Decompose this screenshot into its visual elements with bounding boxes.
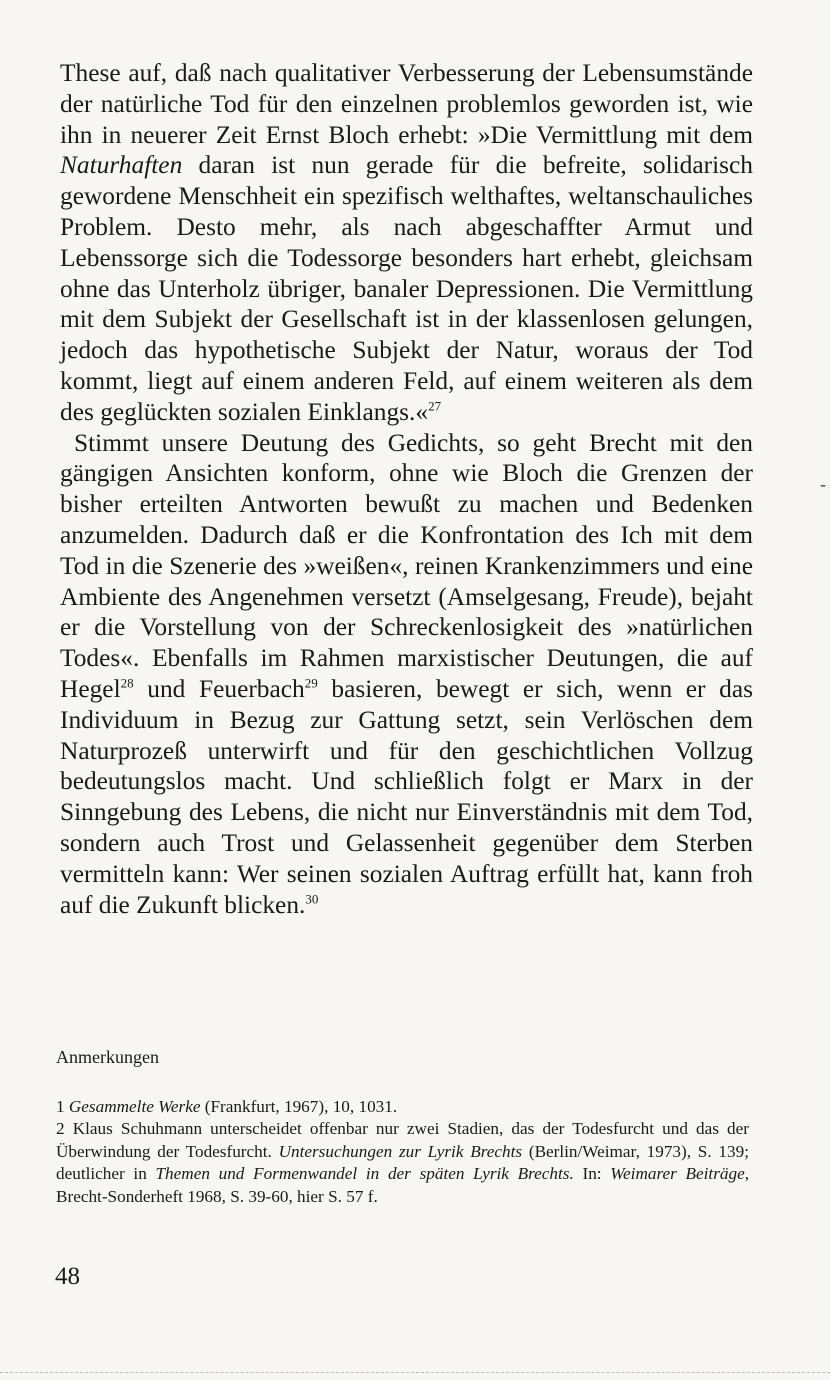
page-edge-rule [0, 1372, 830, 1373]
text-run: , Brecht-Sonderheft 1968, S. 39-60, hier S. 57 f. [56, 1164, 749, 1206]
page-number: 48 [55, 1263, 80, 1290]
body-paragraph [60, 58, 753, 428]
text-run: 2 Klaus Schuhmann unterscheidet offenbar nur zwei Stadien, das der Todesfurcht und das der Überwindung der Todesfurcht. [56, 1119, 749, 1161]
italic-text: Naturhaften [60, 151, 183, 180]
body-paragraph [60, 428, 753, 921]
footnote-ref: 28 [120, 675, 134, 691]
italic-text: Gesammelte Werke [68, 1097, 201, 1116]
text-run: These auf, daß nach qualitativer Verbesserung der Lebensumstände der natürliche Tod für den einzelnen problemlos geworden ist, wie ihn in neuerer Zeit Ernst Bloch erhebt: »Die Vermittlung mit dem [60, 59, 753, 149]
footnote-ref: 27 [428, 398, 442, 414]
text-run: 1 [56, 1097, 69, 1116]
italic-text: Themen und Formenwandel in der späten Lyrik Brechts. [155, 1164, 574, 1184]
footnote-ref: 30 [305, 890, 319, 906]
text-run: und Feuerbach [133, 674, 305, 703]
italic-text: Weimarer Beiträge [610, 1164, 745, 1184]
footnote-ref: 29 [304, 675, 318, 691]
notes-heading: Anmerkungen [56, 1047, 159, 1067]
text-run: daran ist nun gerade für die befreite, solidarisch gewordene Menschheit ein spezifisch welthaftes, weltanschauliches Problem. Desto mehr, als nach abgeschaffter Armut und Lebenssorge sich die Todessorge besonders hart erhebt, gleichsam ohne das Unterholz übriger, banaler Depressionen. Die Vermittlung mit dem Subjekt der Gesellschaft ist in der klassenlosen gelungen, jedoch das hypothetische Subjekt der Natur, woraus der Tod kommt, liegt auf einem anderen Feld, auf einem weiteren als dem des geglückten sozialen Einklangs.« [60, 151, 753, 426]
footnotes [56, 1096, 749, 1208]
main-text [60, 58, 753, 920]
footnote [56, 1096, 749, 1118]
text-run: In: [573, 1164, 611, 1184]
footnote [56, 1118, 749, 1208]
text-run: basieren, bewegt er sich, wenn er das Individuum in Bezug zur Gattung setzt, sein Verlöschen dem Naturprozeß unterwirft und für den geschichtlichen Vollzug bedeutungslos macht. Und schließlich folgt er Marx in der Sinngebung des Lebens, die nicht nur Einverständnis mit dem Tod, sondern auch Trost und Gelassenheit gegenüber dem Sterben vermitteln kann: Wer seinen sozialen Auftrag erfüllt hat, kann froh auf die Zukunft blicken. [60, 674, 753, 919]
margin-mark: - [820, 474, 826, 494]
text-run: (Berlin/Weimar, 1973), S. 139; deutlicher in [56, 1141, 749, 1184]
text-run: (Frankfurt, 1967), 10, 1031. [200, 1097, 398, 1116]
italic-text: Untersuchungen zur Lyrik Brechts [278, 1141, 523, 1161]
text-run: Stimmt unsere Deutung des Gedichts, so geht Brecht mit den gängigen Ansichten konform, ohne wie Bloch die Grenzen der bisher erteilten Antworten bewußt zu machen und Bedenken anzumelden. Dadurch daß er die Konfrontation des Ich mit dem Tod in die Szenerie des »weißen«, reinen Krankenzimmers und eine Ambiente des Angenehmen versetzt (Amselgesang, Freude), bejaht er die Vorstellung von der Schreckenlosigkeit des »natürlichen Todes«. Ebenfalls im Rahmen marxistischer Deutungen, die auf Hegel [60, 428, 753, 703]
